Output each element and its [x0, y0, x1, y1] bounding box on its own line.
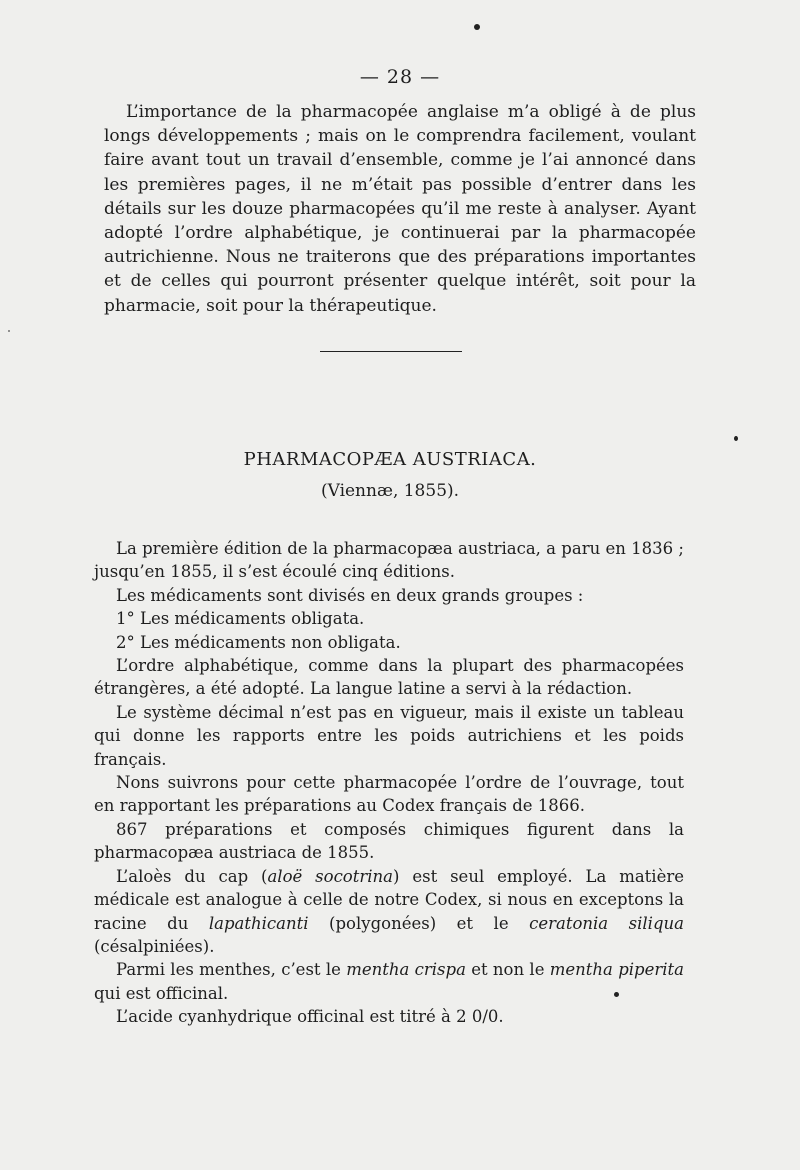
- paper-speck: [8, 330, 10, 332]
- section-subtitle: (Viennæ, 1855).: [320, 481, 460, 501]
- paragraph: [94, 958, 684, 1005]
- paper-speck: [474, 24, 480, 30]
- page-number: — 28 —: [359, 66, 441, 88]
- text-run: qui est officinal.: [94, 983, 229, 1003]
- paper-speck: [734, 436, 738, 441]
- text-run: (polygonées) et le: [308, 913, 530, 933]
- paragraph: 1° Les médicaments obligata.: [116, 609, 365, 629]
- italic-term: aloë socotrina: [267, 866, 394, 886]
- paragraph: La première édition de la pharmacopæa austriaca, a paru en 1836 ; jusqu’en 1855, il s’est écoulé cinq éditions.: [94, 539, 684, 582]
- paragraph: 2° Les médicaments non obligata.: [116, 632, 401, 652]
- paragraph: Le système décimal n’est pas en vigueur, mais il existe un tableau qui donne les rapports entre les poids autrichiens et les poids français.: [94, 702, 684, 769]
- paragraph: Nons suivrons pour cette pharmacopée l’ordre de l’ouvrage, tout en rapportant les préparations au Codex français de 1866.: [94, 773, 684, 816]
- paper-speck: [614, 992, 619, 997]
- paragraph: [94, 865, 684, 959]
- paragraph: 867 préparations et composés chimiques figurent dans la pharmacopæa austriaca de 1855.: [94, 819, 684, 863]
- text-run: Parmi les menthes, c’est le: [116, 960, 347, 980]
- paragraph: L’ordre alphabétique, comme dans la plupart des pharmacopées étrangères, a été adopté. La langue latine a servi à la rédaction.: [94, 656, 684, 699]
- text-run: (césalpiniées).: [94, 936, 215, 956]
- italic-term: mentha crispa: [346, 960, 466, 980]
- text-run: et non le: [465, 960, 550, 980]
- italic-term: lapathicanti: [208, 913, 309, 933]
- section-divider: [320, 351, 462, 352]
- section-body: [94, 537, 684, 1029]
- paragraph: Les médicaments sont divisés en deux grands groupes :: [116, 585, 584, 605]
- italic-term: mentha piperita: [549, 960, 684, 980]
- text-run: L’aloès du cap (: [116, 866, 268, 886]
- paragraph: L’acide cyanhydrique officinal est titré à 2 0/0.: [116, 1007, 504, 1027]
- text-run: ) est seul employé. La matière médicale est analogue à celle de notre Codex, si nous en exceptons la racine du: [94, 866, 685, 933]
- intro-paragraph: L’importance de la pharmacopée anglaise m’a obligé à de plus longs développements ; mais on le comprendra facilement, voulant faire avant tout un travail d’ensemble, comme je l’ai annoncé dans les premières pages, il ne m’était pas possible d’entrer dans les détails sur les douze pharmacopées qu’il me reste à analyser. Ayant adopté l’ordre alphabétique, je continuerai par la pharmacopée autrichienne. Nous ne traiterons que des préparations importantes et de celles qui pourront présenter quelque intérêt, soit pour la pharmacie, soit pour la thérapeutique.: [104, 102, 696, 316]
- section-title: PHARMACOPÆA AUSTRIACA.: [243, 449, 537, 470]
- italic-term: ceratonia siliqua: [529, 913, 684, 933]
